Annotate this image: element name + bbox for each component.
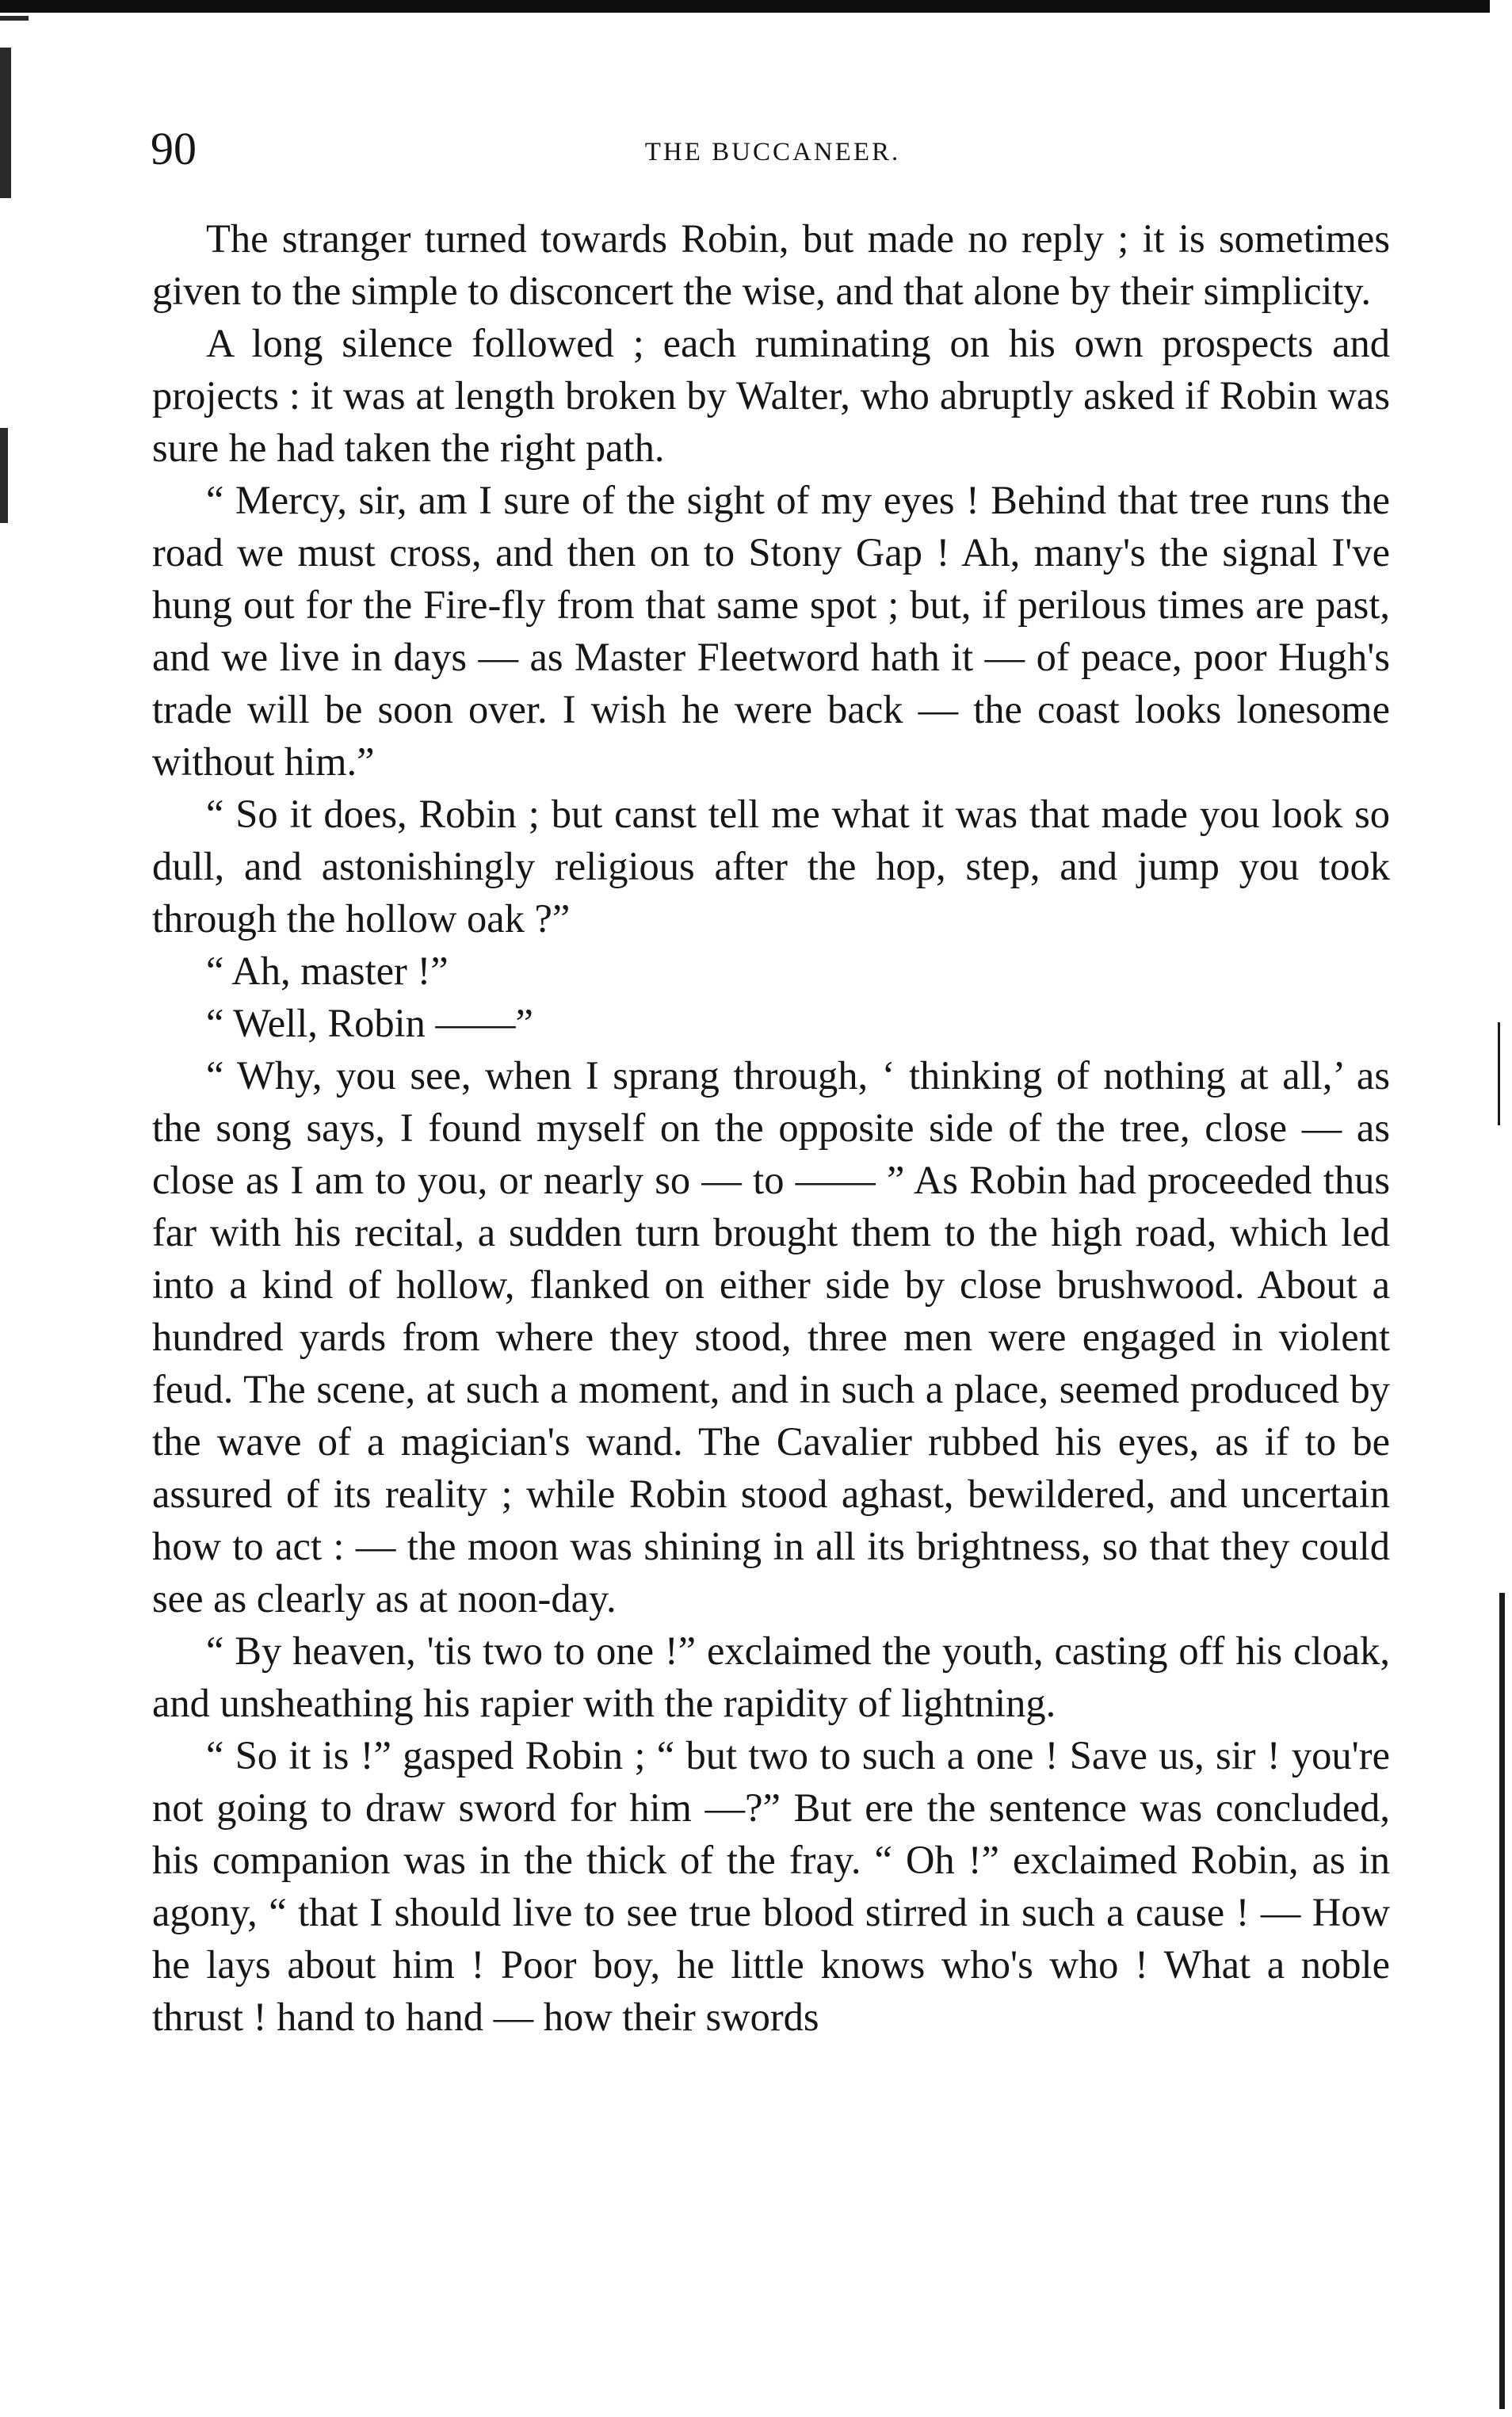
paragraph: “ Why, you see, when I sprang through, ‘ thinking of nothing at all,’ as the song says, I found myself on the opposite side of the tree, close — as close as I am to you, or nearly so — to —— ” As Robin had proceeded thus far with his recital, a sudden turn brought them to the high road, which led into a kind of hollow, flanked on either side by close brushwood. About a hundred yards from where they stood, three men were engaged in violent feud. The scene, at such a moment, and in such a place, seemed produced by the wave of a magician's wand. The Cavalier rubbed his eyes, as if to be assured of its reality ; while Robin stood aghast, bewildered, and uncertain how to act : — the moon was shining in all its brightness, so that they could see as clearly as at noon-day.	[152, 1053, 1390, 1621]
binding-mark-short	[0, 16, 29, 21]
paragraph: “ By heaven, 'tis two to one !” exclaimed the youth, casting off his cloak, and unsheathing his rapier with the rapidity of lightning.	[152, 1629, 1390, 1725]
scan-edge-line-lower	[1499, 1593, 1505, 2409]
binding-mark-lower	[0, 428, 8, 523]
running-title: THE BUCCANEER.	[644, 138, 901, 166]
paragraph: “ Ah, master !”	[206, 949, 449, 993]
paragraph: “ Mercy, sir, am I sure of the sight of my eyes ! Behind that tree runs the road we must cross, and then on to Stony Gap ! Ah, many's the signal I've hung out for the Fire-fly from that same spot ; but, if perilous times are past, and we live in days — as Master Fleetword hath it — of peace, poor Hugh's trade will be soon over. I wish he were back — the coast looks lonesome without him.”	[152, 478, 1390, 784]
paragraph: “ So it is !” gasped Robin ; “ but two to such a one ! Save us, sir ! you're not going to draw sword for him —?” But ere the sentence was concluded, his companion was in the thick of the fray. “ Oh !” exclaimed Robin, as in agony, “ that I should live to see true blood stirred in such a cause ! — How he lays about him ! Poor boy, he little knows who's who ! What a noble thrust ! hand to hand — how their swords	[152, 1733, 1390, 2039]
paragraph: “ Well, Robin ——”	[206, 1001, 533, 1045]
paragraph: “ So it does, Robin ; but canst tell me what it was that made you look so dull, and astonishingly religious after the hop, step, and jump you took through the hollow oak ?”	[152, 792, 1390, 941]
paragraph: The stranger turned towards Robin, but made no reply ; it is sometimes given to the simple to disconcert the wise, and that alone by their simplicity.	[152, 216, 1390, 313]
page-number: 90	[151, 123, 197, 174]
binding-mark-upper	[0, 48, 11, 198]
top-border-rule	[0, 0, 1490, 13]
scan-edge-line-upper	[1498, 1022, 1500, 1125]
running-head	[151, 117, 1395, 181]
paragraph: A long silence followed ; each ruminating on his own prospects and projects : it was at length broken by Walter, who abruptly asked if Robin was sure he had taken the right path.	[152, 321, 1390, 470]
body-text	[152, 212, 1390, 2043]
